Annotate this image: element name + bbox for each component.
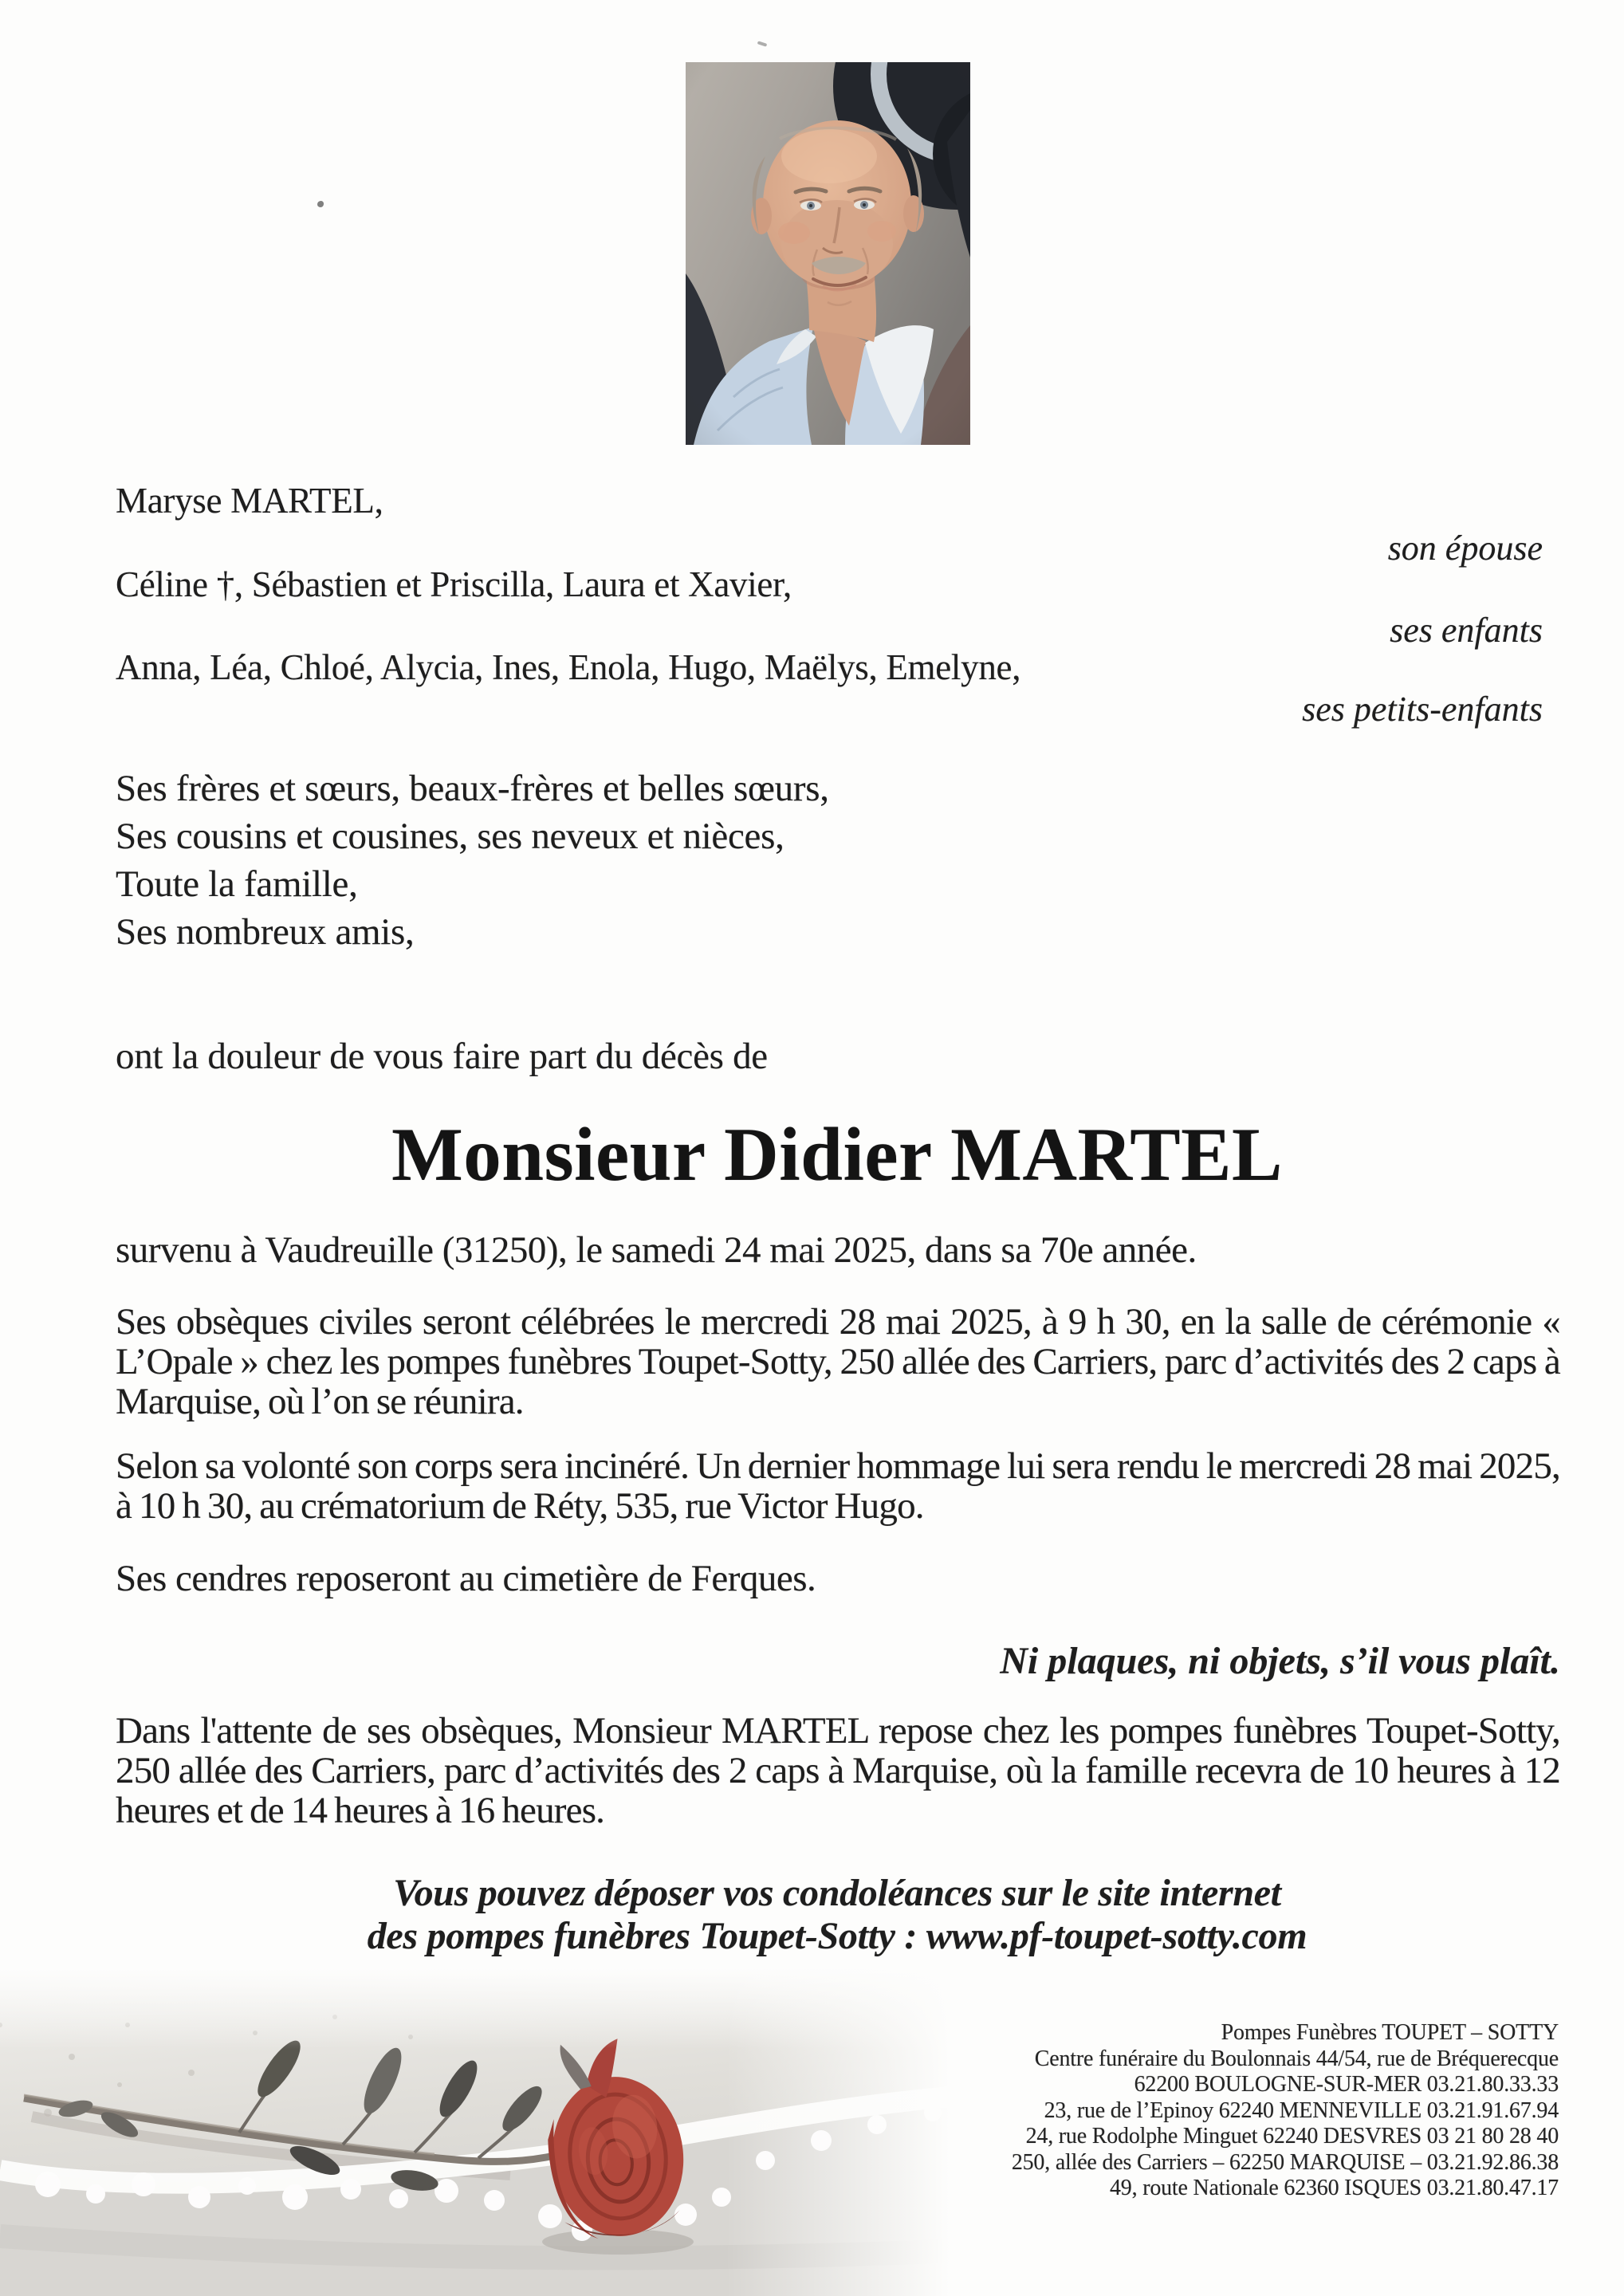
grandchildren-names: Anna, Léa, Chloé, Alycia, Ines, Enola, Hugo, Maëlys, Emelyne, [116,647,1021,687]
portrait-photo-art [686,62,970,445]
no-plaques-request: Ni plaques, ni objets, s’il vous plaît. [1000,1640,1560,1682]
ashes-paragraph: Ses cendres reposeront au cimetière de Ferques. [116,1558,816,1599]
funeral-home-location: Centre funéraire du Boulonnais 44/54, rue de Bréquerecque [1034,2046,1559,2071]
rose-beach-photo [0,1961,981,2296]
photo-fade [725,1961,981,2296]
grandchildren-role: ses petits-enfants [1302,690,1543,729]
spouse-name: Maryse MARTEL, [116,481,383,521]
portrait-photo [686,62,970,445]
relatives-line: Toute la famille, [116,863,358,905]
announcement-intro: ont la douleur de vous faire part du décès de [116,1036,768,1077]
relatives-line: Ses nombreux amis, [116,911,415,953]
ceremony-paragraph: Ses obsèques civiles seront célébrées le mercredi 28 mai 2025, à 9 h 30, en la salle de cérémonie « L’Opale » chez les pompes funèbres Toupet-Sotty, 250 allée des Carriers, parc d’activités des 2 caps à Marquise, où l’on se réunira. [116,1301,1560,1422]
spouse-role: son épouse [1387,529,1543,568]
repose-paragraph: Dans l'attente de ses obsèques, Monsieur MARTEL repose chez les pompes funèbres Toupet-Sotty, 250 allée des Carriers, parc d’activités des 2 caps à Marquise, où la famille recevra de 10 heures à 12 heures et de 14 heures à 16 heures. [116,1710,1560,1831]
funeral-home-contact [1012,2020,1559,2202]
relatives-line: Ses frères et sœurs, beaux-frères et belles sœurs, [116,768,829,809]
children-role: ses enfants [1390,611,1543,650]
funeral-home-location: 24, rue Rodolphe Minguet 62240 DESVRES 03 21 80 28 40 [1025,2124,1559,2149]
condolences-note [116,1872,1559,1958]
funeral-home-location: 23, rue de l’Epinoy 62240 MENNEVILLE 03.21.91.67.94 [1044,2097,1559,2123]
funeral-home-name: Pompes Funèbres TOUPET – SOTTY [1221,2020,1559,2045]
funeral-home-location: 250, allée des Carriers – 62250 MARQUISE – 03.21.92.86.38 [1011,2149,1559,2175]
children-names: Céline †, Sébastien et Priscilla, Laura et Xavier, [116,564,792,604]
funeral-home-location: 49, route Nationale 62360 ISQUES 03.21.80.47.17 [1110,2176,1559,2200]
relatives-list [116,765,829,956]
condolences-line-2: des pompes funèbres Toupet-Sotty : www.pf-toupet-sotty.com [367,1915,1307,1957]
scan-speck [757,41,768,47]
death-details: survenu à Vaudreuille (31250), le samedi 24 mai 2025, dans sa 70e année. [116,1229,1197,1271]
relatives-line: Ses cousins et cousines, ses neveux et nièces, [116,816,784,857]
deceased-name: Monsieur Didier MARTEL [391,1112,1283,1197]
funeral-home-location: 62200 BOULOGNE-SUR-MER 03.21.80.33.33 [1134,2072,1559,2097]
condolences-line-1: Vous pouvez déposer vos condoléances sur le site internet [393,1872,1281,1914]
cremation-paragraph: Selon sa volonté son corps sera incinéré. Un dernier hommage lui sera rendu le mercredi 28 mai 2025, à 10 h 30, au crématorium de Réty, 535, rue Victor Hugo. [116,1445,1560,1527]
scan-speck [317,201,324,207]
